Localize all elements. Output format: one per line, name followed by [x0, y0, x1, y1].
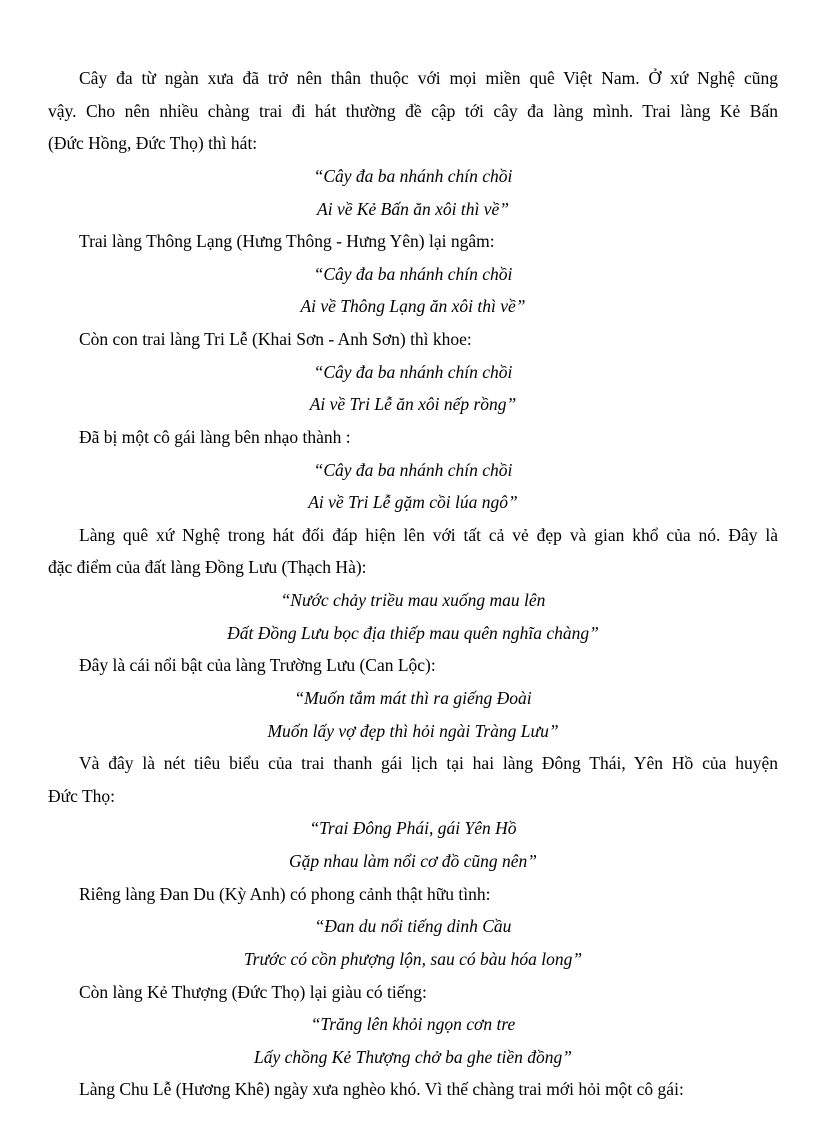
verse-block: [48, 682, 778, 747]
text-line: Làng Chu Lễ (Hương Khê) ngày xưa nghèo khó. Vì thế chàng trai mới hỏi một cô gái:: [79, 1079, 684, 1100]
text-line: đặc điểm của đất làng Đồng Lưu (Thạch Hà):: [48, 557, 367, 578]
text-line: vậy. Cho nên nhiều chàng trai đi hát thường đề cập tới cây đa làng mình. Trai làng Kẻ Bấn: [48, 100, 778, 121]
text-line: Đây là cái nổi bật của làng Trường Lưu (Can Lộc):: [79, 655, 436, 676]
paragraph: [48, 1073, 778, 1106]
verse-line: “Cây đa ba nhánh chín chồi: [313, 263, 513, 284]
verse-line: Muốn lấy vợ đẹp thì hỏi ngài Tràng Lưu”: [267, 720, 559, 741]
paragraph: [48, 649, 778, 682]
verse-block: [48, 1008, 778, 1073]
text-line: Trai làng Thông Lạng (Hưng Thông - Hưng Yên) lại ngâm:: [79, 231, 495, 252]
text-line: Và đây là nét tiêu biểu của trai thanh gái lịch tại hai làng Đông Thái, Yên Hồ của huyện: [79, 753, 778, 774]
verse-line: Gặp nhau làm nổi cơ đồ cũng nên”: [289, 851, 537, 871]
verse-line: “Đan du nổi tiếng dinh Cầu: [314, 916, 512, 937]
verse-line: “Trai Đông Phái, gái Yên Hồ: [309, 818, 517, 839]
paragraph: [48, 878, 778, 911]
verse-line: “Cây đa ba nhánh chín chồi: [313, 361, 513, 382]
verse-line: “Muốn tắm mát thì ra giếng Đoài: [294, 687, 532, 708]
paragraph: [48, 62, 778, 160]
paragraph: [48, 976, 778, 1009]
text-line: Đã bị một cô gái làng bên nhạo thành :: [79, 426, 351, 447]
verse-line: Đất Đồng Lưu bọc địa thiếp mau quên nghĩa chàng”: [227, 622, 599, 643]
verse-line: “Cây đa ba nhánh chín chồi: [313, 459, 513, 480]
verse-block: [48, 356, 778, 421]
verse-block: [48, 454, 778, 519]
text-line: Riêng làng Đan Du (Kỳ Anh) có phong cảnh thật hữu tình:: [79, 883, 491, 904]
paragraph: [48, 323, 778, 356]
verse-line: Lấy chồng Kẻ Thượng chở ba ghe tiền đồng”: [254, 1046, 572, 1067]
text-line: Còn làng Kẻ Thượng (Đức Thọ) lại giàu có tiếng:: [79, 981, 427, 1002]
text-line: Làng quê xứ Nghệ trong hát đối đáp hiện lên với tất cả vẻ đẹp và gian khổ của nó. Đây là: [79, 524, 778, 545]
paragraph: [48, 421, 778, 454]
text-line: Đức Thọ:: [48, 785, 116, 806]
verse-line: Ai về Kẻ Bấn ăn xôi thì về”: [317, 198, 509, 219]
paragraph: [48, 519, 778, 584]
verse-block: [48, 258, 778, 323]
verse-line: Ai về Tri Lễ gặm cồi lúa ngô”: [308, 492, 518, 513]
verse-line: Trước có cồn phượng lộn, sau có bàu hóa long”: [243, 948, 583, 969]
verse-line: “Trăng lên khỏi ngọn cơn tre: [310, 1014, 516, 1035]
verse-line: Ai về Thông Lạng ăn xôi thì về”: [300, 296, 526, 317]
paragraph: [48, 225, 778, 258]
verse-block: [48, 160, 778, 225]
document-page: [48, 62, 778, 1106]
verse-line: Ai về Tri Lễ ăn xôi nếp rồng”: [309, 394, 517, 415]
verse-line: “Cây đa ba nhánh chín chồi: [313, 165, 513, 186]
verse-block: [48, 910, 778, 975]
paragraph: [48, 747, 778, 812]
text-line: (Đức Hồng, Đức Thọ) thì hát:: [48, 133, 258, 154]
text-line: Còn con trai làng Tri Lễ (Khai Sơn - Anh Sơn) thì khoe:: [79, 329, 472, 349]
verse-line: “Nước chảy triều mau xuống mau lên: [280, 590, 546, 610]
verse-block: [48, 812, 778, 877]
verse-block: [48, 584, 778, 649]
text-line: Cây đa từ ngàn xưa đã trở nên thân thuộc với mọi miền quê Việt Nam. Ở xứ Nghệ cũng: [79, 68, 778, 88]
